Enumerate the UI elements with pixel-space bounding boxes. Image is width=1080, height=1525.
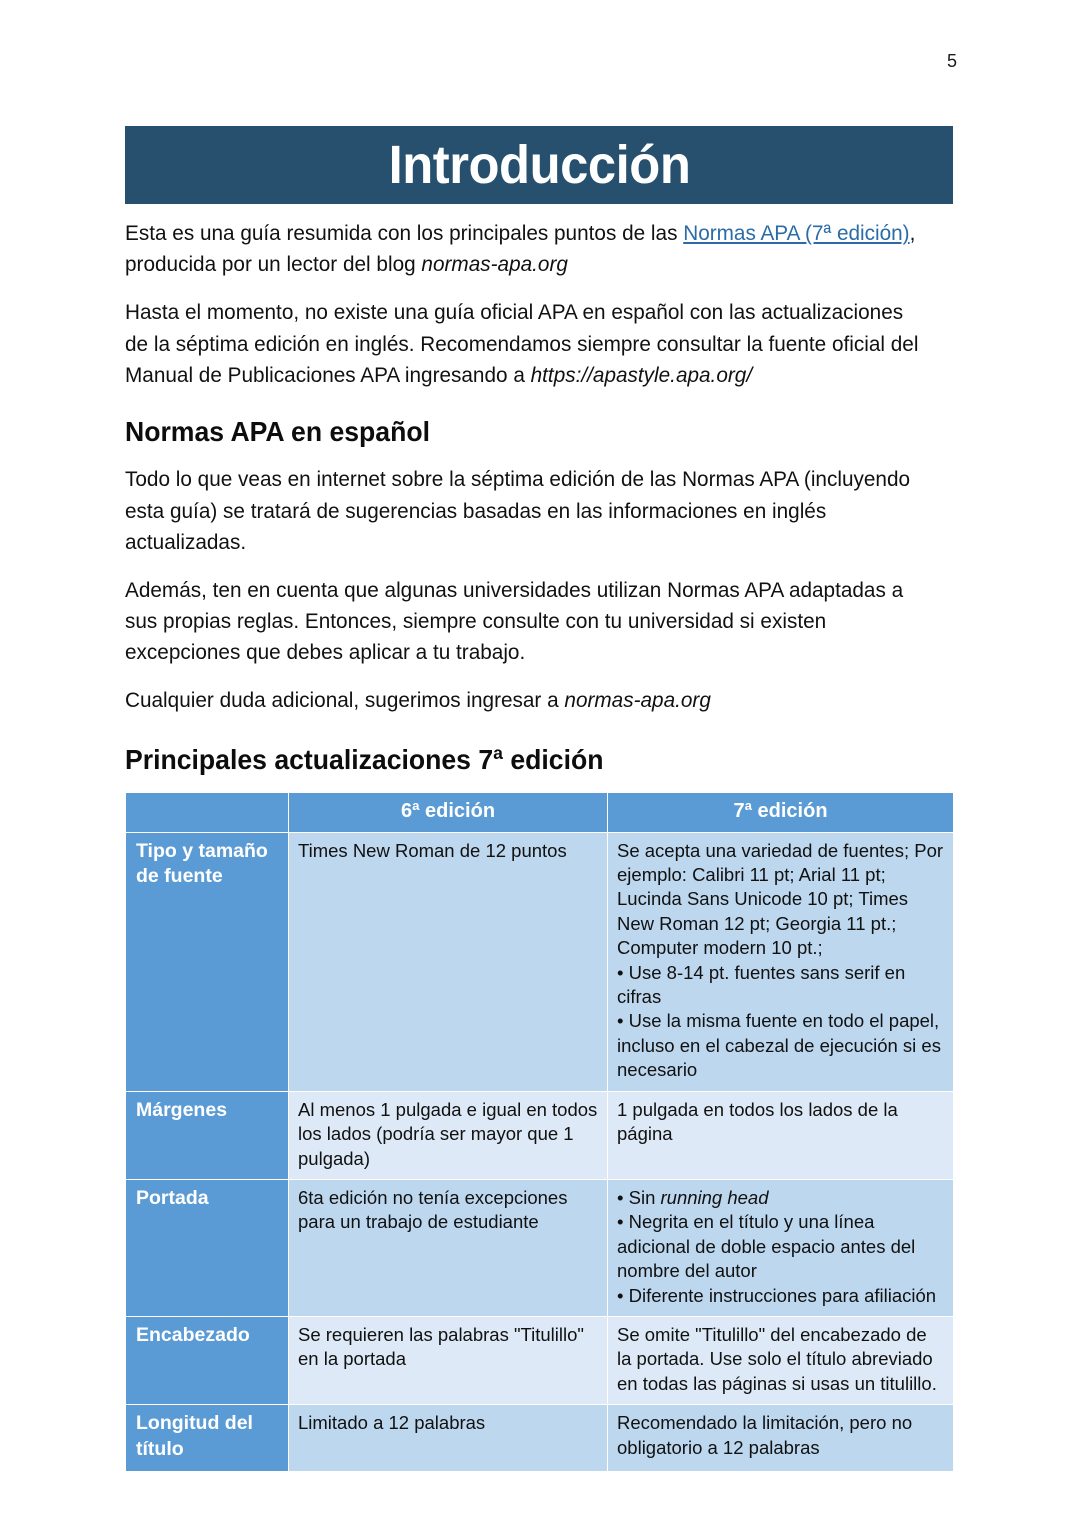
heading-normas-apa-espanol: Normas APA en español — [125, 415, 430, 447]
heading-principales-actualizaciones: Principales actualizaciones 7ª edición — [125, 743, 604, 775]
table-row — [126, 1316, 954, 1404]
row-label-encabezado: Encabezado — [126, 1316, 289, 1404]
row-4-col-7a — [608, 1405, 954, 1471]
intro-paragraph-1 — [125, 218, 924, 280]
page-title-banner — [125, 126, 953, 204]
table-header-row — [126, 793, 954, 832]
cell-line: Se acepta una variedad de fuentes; Por ejemplo: Calibri 11 pt; Arial 11 pt; Lucinda Sans Unicode 10 pt; Times New Roman 12 pt; Georgia 11 pt.; Computer modern 10 pt.; — [617, 839, 944, 959]
table-row — [126, 1179, 954, 1316]
intro-p1-text-b: , producida por un lector del blog — [125, 221, 916, 277]
running-head-italic: running head — [660, 1186, 769, 1208]
row-1-col-6a — [289, 1091, 608, 1179]
table-header-7a-edicion: 7ª edición — [608, 793, 954, 832]
normas-apa-org-italic: normas-apa.org — [564, 688, 711, 713]
intro-p1-text-a: Esta es una guía resumida con los principales puntos de las — [125, 221, 684, 245]
page-content — [125, 126, 953, 1472]
table-header — [126, 793, 954, 832]
cell-line: Recomendado la limitación, pero no obligatorio a 12 palabras — [617, 1412, 913, 1458]
cell-line: Se requieren las palabras "Titulillo" en la portada — [298, 1323, 584, 1370]
table-row — [126, 1405, 954, 1471]
cell-line: Al menos 1 pulgada e igual en todos los lados (podría ser mayor que 1 pulgada) — [298, 1098, 598, 1169]
normas-apa-link[interactable]: Normas APA (7ª edición) — [683, 221, 910, 245]
cell-line: Se omite "Titulillo" del encabezado de la portada. Use solo el título abreviado en todas las páginas si usas un titulillo. — [617, 1323, 937, 1394]
row-1-col-7a — [608, 1091, 954, 1179]
row-label-tipo-y-tamano-de-fuente: Tipo y tamaño de fuente — [126, 832, 289, 1091]
apastyle-url: https://apastyle.apa.org/ — [530, 362, 753, 387]
page-title: Introducción — [388, 135, 690, 195]
intro-p2-text: Hasta el momento, no existe una guía oficial APA en español con las actualizaciones de la séptima edición en inglés. Recomendamos siempre consultar la fuente oficial del Manual de Publicaciones APA ingresando a — [125, 300, 919, 387]
table-header-corner — [126, 793, 289, 832]
row-0-col-7a — [608, 832, 954, 1091]
row-2-col-7a — [608, 1179, 954, 1316]
espanol-paragraph-3 — [125, 685, 924, 716]
cell-line: Times New Roman de 12 puntos — [298, 839, 567, 861]
espanol-p3-text: Cualquier duda adicional, sugerimos ingresar a — [125, 688, 565, 713]
cell-line: • Use la misma fuente en todo el papel, incluso en el cabezal de ejecución si es necesario — [617, 1010, 941, 1081]
row-3-col-6a — [289, 1316, 608, 1404]
row-3-col-7a — [608, 1316, 954, 1404]
row-label-portada: Portada — [126, 1179, 289, 1316]
cell-line: Limitado a 12 palabras — [298, 1412, 486, 1434]
row-4-col-6a — [289, 1405, 608, 1471]
cell-line: 1 pulgada en todos los lados de la página — [617, 1098, 898, 1145]
intro-paragraph-2 — [125, 297, 924, 391]
table-body — [126, 832, 954, 1471]
row-0-col-6a — [289, 832, 608, 1091]
cell-line: • Use 8-14 pt. fuentes sans serif en cifras — [617, 961, 906, 1008]
cell-line: 6ta edición no tenía excepciones para un trabajo de estudiante — [298, 1186, 568, 1233]
row-label-longitud-del-titulo: Longitud del título — [126, 1405, 289, 1471]
cell-line: • Diferente instrucciones para afiliación — [617, 1284, 937, 1306]
cell-line: • Negrita en el título y una línea adicional de doble espacio antes del nombre del autor — [617, 1211, 916, 1282]
comparison-table — [125, 792, 954, 1471]
row-label-margenes: Márgenes — [126, 1091, 289, 1179]
table-row — [126, 832, 954, 1091]
cell-line: • Sin running head — [617, 1186, 769, 1208]
table-header-6a-edicion: 6ª edición — [289, 793, 608, 832]
intro-p1-italic-blog: normas-apa.org — [421, 252, 568, 277]
espanol-paragraph-1: Todo lo que veas en internet sobre la séptima edición de las Normas APA (incluyendo esta guía) se tratará de sugerencias basadas en las informaciones en inglés actualizadas. — [125, 467, 911, 554]
table-row — [126, 1091, 954, 1179]
page-number: 5 — [946, 51, 957, 71]
espanol-paragraph-2: Además, ten en cuenta que algunas universidades utilizan Normas APA adaptadas a sus propias reglas. Entonces, siempre consulte con tu universidad si existen excepciones que debes aplicar a tu trabajo. — [125, 577, 904, 665]
row-2-col-6a — [289, 1179, 608, 1316]
